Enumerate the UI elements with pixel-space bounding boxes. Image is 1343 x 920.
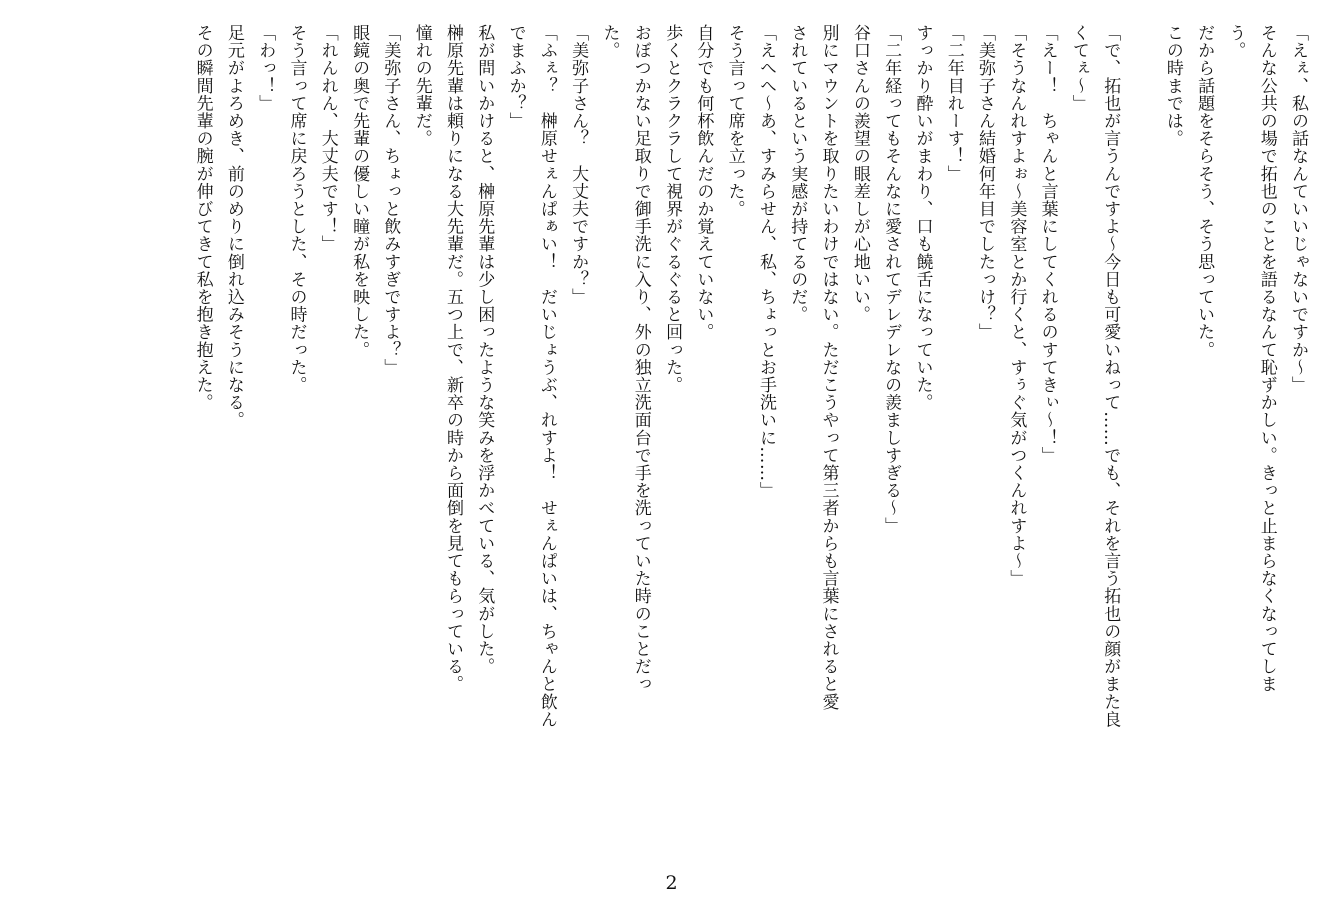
text-line: そう言って席を立った。 xyxy=(724,24,745,218)
text-line: う。 xyxy=(1225,24,1246,60)
text-line: 「ふぇ？ 榊原せぇんぱぁい！ だいじょうぶ、れすよ！ せぇんぱいは、ちゃんと飲ん xyxy=(536,24,557,728)
text-line: 「美弥子さん、ちょっと飲みすぎですよ？」 xyxy=(380,24,401,376)
text-line: だから話題をそらそう、そう思っていた。 xyxy=(1194,24,1215,359)
text-line: 「美弥子さん結婚何年目でしたっけ？」 xyxy=(975,24,996,341)
text-line: 「そうなんれすよぉ～美容室とか行くと、すぅぐ気がつくんれすよ～」 xyxy=(1006,24,1027,588)
blank-line xyxy=(1125,24,1156,864)
page-number: 2 xyxy=(665,872,678,894)
text-line: 「二年経ってもそんなに愛されてデレデレなの羨ましすぎる～」 xyxy=(881,24,902,535)
text-line: 「美弥子さん？ 大丈夫ですか？」 xyxy=(568,24,589,306)
text-line: 「れんれん、大丈夫です！」 xyxy=(317,24,338,253)
text-line: そう言って席に戻ろうとした、その時だった。 xyxy=(286,24,307,394)
text-line: でまふか？」 xyxy=(505,24,526,130)
text-line: 「二年目れーす！」 xyxy=(943,24,964,183)
text-line: この時までは。 xyxy=(1162,24,1183,148)
text-line: くてぇ～」 xyxy=(1068,24,1089,112)
text-line: 榊原先輩は頼りになる大先輩だ。五つ上で、新卒の時から面倒を見てもらっている。 xyxy=(442,24,463,693)
text-line: 「えー！ ちゃんと言葉にしてくれるのすてきぃ～！」 xyxy=(1037,24,1058,464)
text-line: 別にマウントを取りたいわけではない。ただこうやって第三者からも言葉にされると愛 xyxy=(818,24,839,711)
text-line: すっかり酔いがまわり、口も饒舌になっていた。 xyxy=(912,24,933,412)
text-line: 自分でも何杯飲んだのか覚えていない。 xyxy=(693,24,714,341)
text-line: されているという実感が持てるのだ。 xyxy=(787,24,808,324)
text-line: おぼつかない足取りで御手洗に入り、外の独立洗面台で手を洗っていた時のことだっ xyxy=(630,24,651,693)
text-line: そんな公共の場で拓也のことを語るなんて恥ずかしい。きっと止まらなくなってしま xyxy=(1256,24,1277,693)
text-line: 「で、拓也が言うんですよ～今日も可愛いねって……でも、それを言う拓也の顔がまた良 xyxy=(1100,24,1121,728)
text-line: 「わっ！」 xyxy=(255,24,276,112)
text-line: 歩くとクラクラして視界がぐるぐると回った。 xyxy=(662,24,683,394)
text-line: た。 xyxy=(599,24,620,60)
text-line: その瞬間先輩の腕が伸びてきて私を抱き抱えた。 xyxy=(192,24,213,412)
vertical-text-body xyxy=(13,24,1313,864)
text-line: 憧れの先輩だ。 xyxy=(411,24,432,148)
text-line: 谷口さんの羨望の眼差しが心地いい。 xyxy=(849,24,870,324)
text-line: 私が問いかけると、榊原先輩は少し困ったような笑みを浮かべている、気がした。 xyxy=(474,24,495,676)
text-line: 足元がよろめき、前のめりに倒れ込みそうになる。 xyxy=(223,24,244,429)
text-line: 「えぇ、私の話なんていいじゃないですか～」 xyxy=(1288,24,1308,394)
text-line: 「えへへ～あ、すみらせん、私、ちょっとお手洗いに……」 xyxy=(755,24,776,500)
text-line: 眼鏡の奥で先輩の優しい瞳が私を映した。 xyxy=(349,24,370,359)
